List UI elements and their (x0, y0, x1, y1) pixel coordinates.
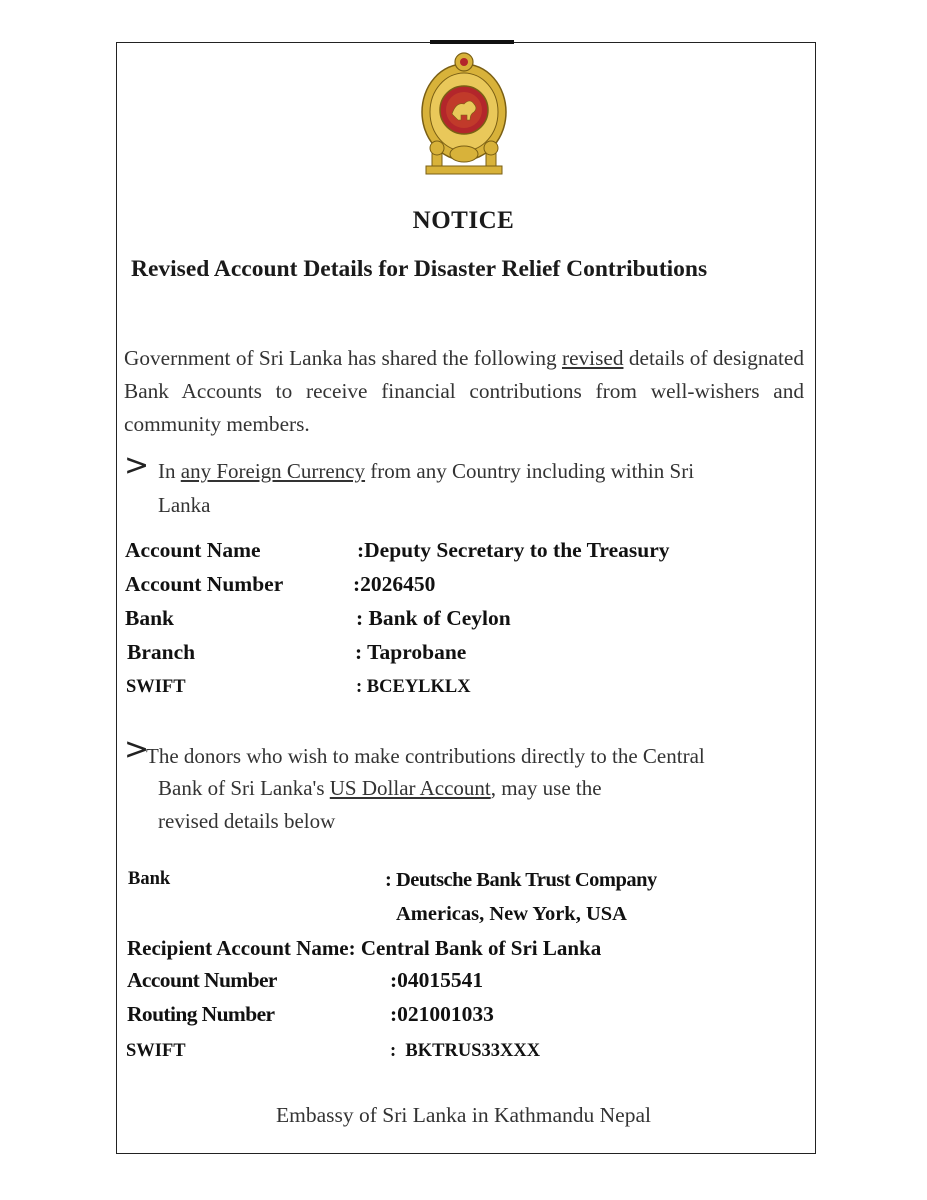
intro-underlined: revised (561, 346, 624, 370)
row-label: Bank (125, 606, 175, 630)
embassy-footer: Embassy of Sri Lanka in Kathmandu Nepal (276, 1103, 651, 1127)
row-label: SWIFT (126, 677, 186, 697)
notice-title: NOTICE (412, 207, 515, 234)
row-value: : BCEYLKLX (356, 677, 471, 697)
row-value: : Taprobane (355, 640, 467, 664)
bullet-arrow-2: > (124, 732, 150, 767)
section1-underlined: any Foreign Currency (180, 459, 366, 483)
notice-subtitle: Revised Account Details for Disaster Relief Contributions (131, 256, 708, 282)
section2-line2 (158, 771, 602, 805)
row-value: : BKTRUS33XXX (390, 1041, 541, 1061)
section2-suffix: , may use the (490, 776, 602, 800)
intro-text-after: details of designated Bank Accounts to receive financial contributions from well-wishers and community members. (124, 346, 804, 436)
section1-suffix: from any Country including within Sri (365, 459, 695, 483)
row-label: Routing Number (127, 1002, 275, 1026)
row-label: Bank (128, 869, 171, 889)
recipient-account-name: Recipient Account Name: Central Bank of Sri Lanka (127, 936, 602, 960)
bank-value-line2: Americas, New York, USA (396, 903, 627, 925)
row-value: :2026450 (353, 572, 436, 596)
row-value: : Bank of Ceylon (356, 606, 511, 630)
section2-line1: The donors who wish to make contributions directly to the Central (146, 744, 705, 768)
section2-line3: revised details below (158, 809, 336, 833)
section2-prefix: Bank of Sri Lanka's (158, 776, 330, 800)
row-label: Account Number (127, 968, 277, 992)
row-value: :021001033 (390, 1002, 494, 1026)
intro-text-before: Government of Sri Lanka has shared the following (124, 346, 562, 370)
border-tab (430, 40, 514, 44)
row-label: Account Number (125, 572, 284, 596)
row-value: :Deputy Secretary to the Treasury (357, 538, 670, 562)
section2-underlined: US Dollar Account (329, 776, 491, 800)
row-value: : Deutsche Bank Trust Company (385, 869, 657, 891)
row-value: :04015541 (390, 968, 484, 992)
section1-prefix: In (158, 459, 181, 483)
row-label: SWIFT (126, 1041, 186, 1061)
bullet-arrow-1: > (124, 448, 150, 483)
intro-paragraph (124, 342, 804, 441)
row-label: Account Name (125, 538, 261, 562)
sri-lanka-emblem-icon (418, 48, 510, 178)
section1-line2: Lanka (158, 493, 211, 517)
section1-line1 (158, 454, 694, 488)
row-label: Branch (127, 640, 196, 664)
